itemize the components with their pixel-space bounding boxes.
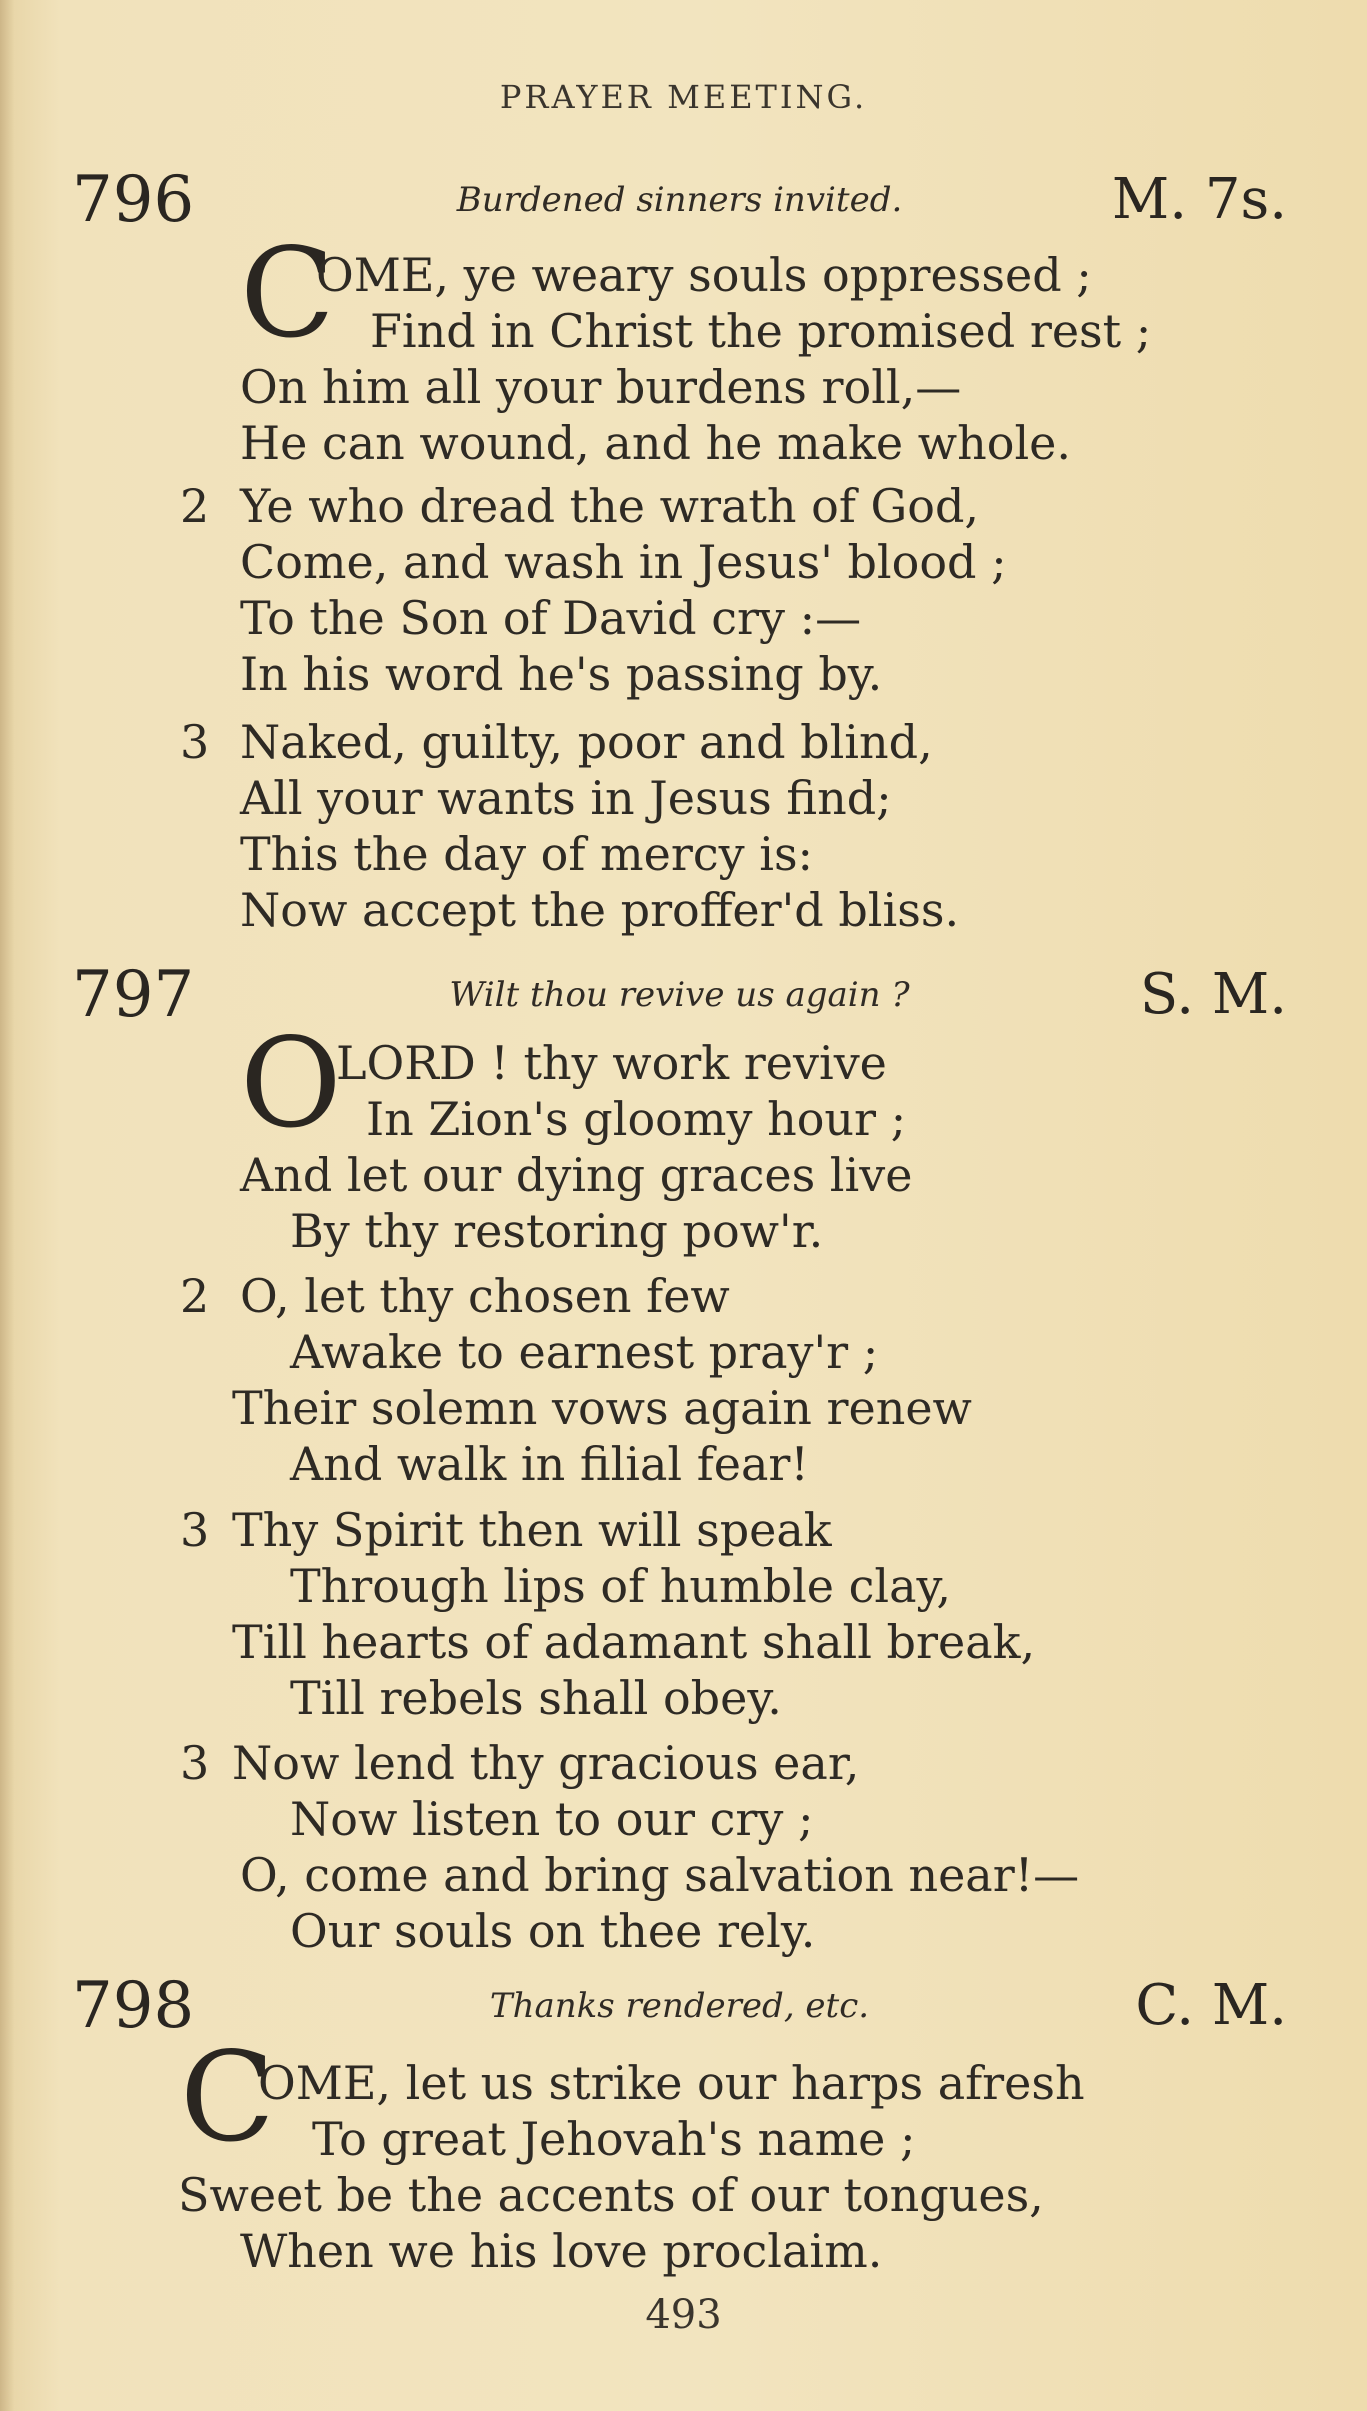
verse-line: LORD ! thy work revive [336,1036,887,1090]
hymn-number: 796 [72,163,195,237]
hymn-meter: M. 7s. [1111,167,1287,232]
verse-line: Awake to earnest pray'r ; [290,1325,879,1379]
verse-line: To the Son of David cry :— [240,591,862,645]
verse-line: OME, ye weary souls oppressed ; [316,248,1092,302]
verse-number: 3 [180,1736,210,1790]
verse-line: And let our dying graces live [240,1148,913,1202]
verse-line: Our souls on thee rely. [290,1904,816,1958]
verse-line: All your wants in Jesus find; [240,771,892,825]
verse-line: Through lips of humble clay, [290,1559,952,1613]
hymn-title: Wilt thou revive us again ? [449,975,910,1015]
verse-line: In Zion's gloomy hour ; [366,1092,907,1146]
verse-line: Their solemn vows again renew [232,1381,972,1435]
page-binding-edge [0,0,14,2411]
verse-line: In his word he's passing by. [240,647,883,701]
drop-cap-letter: C [240,222,335,366]
running-head: PRAYER MEETING. [499,78,868,116]
verse-line: Now listen to our cry ; [290,1792,814,1846]
verse-number: 2 [180,1269,210,1323]
hymn-meter: S. M. [1139,962,1287,1027]
verse-line: This the day of mercy is: [240,827,814,881]
verse-line: Find in Christ the promised rest ; [370,304,1152,358]
hymn-title: Burdened sinners invited. [456,180,903,220]
verse-line: He can wound, and he make whole. [240,416,1072,470]
verse-line: Till hearts of adamant shall break, [232,1615,1036,1669]
page-number: 493 [645,2292,722,2338]
hymn-number: 797 [72,958,195,1032]
verse-line: Now lend thy gracious ear, [232,1736,860,1790]
verse-line: When we his love proclaim. [240,2224,883,2278]
verse-line: Ye who dread the wrath of God, [240,479,980,533]
hymn-meter: C. M. [1135,1973,1287,2038]
hymn-title: Thanks rendered, etc. [489,1986,870,2026]
verse-number: 2 [180,479,210,533]
verse-line: Naked, guilty, poor and blind, [240,715,933,769]
verse-line: O, let thy chosen few [240,1269,730,1323]
verse-number: 3 [180,715,210,769]
drop-cap-letter: C [180,2026,275,2170]
verse-line: By thy restoring pow'r. [290,1204,824,1258]
verse-line: Thy Spirit then will speak [232,1503,832,1557]
verse-line: Sweet be the accents of our tongues, [178,2168,1044,2222]
hymn-number: 798 [72,1969,195,2043]
verse-line: On him all your burdens roll,— [240,360,962,414]
verse-number: 3 [180,1503,210,1557]
verse-line: And walk in filial fear! [290,1437,809,1491]
verse-line: Now accept the proffer'd bliss. [240,883,960,937]
drop-cap-letter: O [240,1012,342,1156]
verse-line: Come, and wash in Jesus' blood ; [240,535,1007,589]
verse-line: O, come and bring salvation near!— [240,1848,1080,1902]
verse-line: To great Jehovah's name ; [312,2112,916,2166]
verse-line: OME, let us strike our harps afresh [258,2056,1085,2110]
verse-line: Till rebels shall obey. [290,1671,782,1725]
